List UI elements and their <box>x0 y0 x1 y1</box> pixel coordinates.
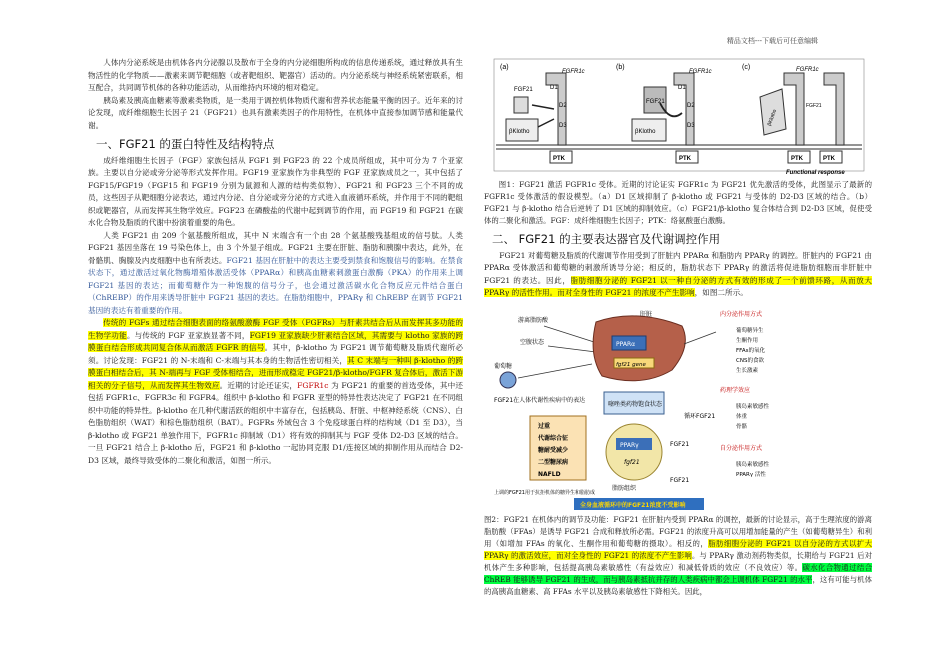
fgfr1c-label-c: FGFR1c <box>796 67 819 73</box>
bklotho-label-c: βKlotho <box>766 108 779 127</box>
fgf21-label-a: FGF21 <box>514 87 533 93</box>
panel-b-label: (b) <box>616 64 625 71</box>
d1-label-b: D1 <box>678 85 686 91</box>
ffa-label: 游离脂肪酸 <box>518 316 549 324</box>
autocrine-heading: 自分泌作用方式 <box>720 444 763 452</box>
section-1-paragraph-2 <box>88 230 463 318</box>
figure-1-diagram <box>484 57 872 179</box>
figure-2-diagram <box>484 302 872 512</box>
d3-label-b: D3 <box>687 123 695 129</box>
highlight-chreb: 碳水化合物通过结合 ChREB 能够诱导 FGF21 的生成，而与胰岛素抵抗并存的人类疾病中都会上调机体 FGF21 的水平 <box>484 562 872 584</box>
section-2-paragraph-1 <box>484 250 872 300</box>
endocrine-heading: 内分泌作用方式 <box>720 310 763 318</box>
disease-item-2: 代谢综合征 <box>538 434 569 442</box>
glucose-label: 葡萄糖 <box>494 362 513 370</box>
d3-label-a: D3 <box>559 123 567 129</box>
disease-item-5: NAFLD <box>538 470 561 478</box>
s1-p2-blue-text: FGF21 基因在肝脏中的表达主要受到禁食和饱腹信号的影响。在禁食状态下，通过激活过氧化物酶增殖体激活受体（PPARα）和胰高血糖素刺激蛋白激酶（PKA）的作用来上调 FGF21 基因的表达；而葡萄糖作为一种饱腹的信号分子，也会通过激活碳水化合物反应元件结合蛋白（ChREBP）的作用来诱导肝脏中 FGF21 基因的表达。在脂肪细胞中，PPARγ 和 ChREBP 在调节 FGF21 基因的表达有着重要的作用。 <box>88 255 463 315</box>
highlight-fgfs-binding: 传统的 FGFs 通过结合细胞表面的络氨酸激酶 FGF 受体（FGFRs）与肝素共结合后从而发挥其多功能的生物学功能 <box>88 318 463 340</box>
d2-label-a: D2 <box>559 103 567 109</box>
highlight-fgf19-klotho: FGF19 亚家族缺少肝素结合区域，其需要与 klotho 家族的跨膜蛋白结合形成共同复合体从而激活 FGFR 的信号 <box>88 330 464 352</box>
drug-heading: 药理学效应 <box>720 386 751 394</box>
bklotho-label-b: βKlotho <box>635 129 656 135</box>
s2-p1-a: FGF21 对葡萄糖及脂质的代谢调节作用受到了肝脏内 PPARα 和脂肪内 PPARγ 的调控 <box>499 250 796 260</box>
drug-item-3: 骨骼 <box>736 423 748 430</box>
intro-paragraph-1: 人体内分泌系统是由机体各内分泌腺以及散布于全身的内分泌细胞所构成的信息传递系统，通过释放具有生物活性的化学物质——激素来调节靶细胞（或者靶组织、靶器官）活动的。内分泌系统与神经系统紧密联系，相互配合，共同调节机体的各种功能活动，从而维持内环境的相对稳定。 <box>88 58 463 92</box>
drug-item-2: 体重 <box>736 413 748 420</box>
figure-2-caption <box>484 514 872 598</box>
pparg-label: PPARγ <box>620 441 639 449</box>
fig2-cap-a: 图2：FGF21 在机体内的调节及功能：FGF21 在肝脏内受到 PPARα 的调控，最新的讨论显示，高于生理浓度的游离脂肪酸（FFAs）是诱导 FGF21 合成和释放所必需。FGF21 的浓度升高可以用增加能量的产生（如葡萄糖异生）和利用（如增加 FFAs 的氧化、生酮作用和葡萄糖的摄取）。相反的， <box>484 514 872 548</box>
s1-p2-text: 人类 FGF21 由 209 个氨基酸所组成，其中 N 末端含有一个由 28 个氨基酸残基组成的信号肽。人类 FGF21 基因坐落在 19 号染色体上，由 3 个外显子组成。FGF21 主要在肝脏、脂肪和胰腺中表达，此外，在骨骼肌、胸腺及内皮细胞中也有所表达。 <box>88 230 463 265</box>
highlight-autocrine: 脂肪细胞分泌的 FGF21 以自分泌的方式以扩大 PPARγ 的激活效应，而对全身性的 FGF21 的浓度不产生影响 <box>484 538 873 560</box>
panel-c-label: (c) <box>742 64 751 71</box>
tzd-fed-label: 噻唑类药物饱食状态 <box>608 400 663 408</box>
fasting-state-label: 空腹状态 <box>520 338 545 346</box>
section-1-paragraph-1: 成纤维细胞生长因子（FGF）家族包括从 FGF1 到 FGF23 的 22 个成员所组成，其中可分为 7 个亚家族。主要以自分泌或旁分泌等形式发挥作用。FGF19 亚家族作为非典型的 FGF 亚家族成员之一，其中包括了 FGF15/FGF19（FGF15 和 FGF19 分别为鼠源和人源的结构类似物）、FGF21 和 FGF23 三个不同的成员，这些因子从靶细胞分泌表达，通过内分泌、自分泌或旁分泌的方式进入血液循环系统，并作用于不同的靶组织或靶器官，从而发挥其生物学效应。FGF23 在磷酸盐的代谢中起到调节的作用，而 FGF19 和 FGF21 在碳水化合物及脂质的代谢中扮演着重要的角色。 <box>88 155 463 227</box>
figure-2 <box>484 302 872 512</box>
autocrine-item-1: 胰岛素敏感性 <box>736 461 770 468</box>
bklotho-label-a: βKlotho <box>509 129 530 135</box>
fgf21-bottom-label: FGF21 <box>670 476 690 484</box>
d1-label-a: D1 <box>550 85 558 91</box>
ppara-label: PPARα <box>616 340 636 348</box>
fig2-cap-c: ，这有可能与机体的高胰高血糖素、高 FFAs 水平以及胰岛素敏感性下降相关。因此， <box>484 574 872 596</box>
figure-1-caption: 图1：FGF21 激活 FGFR1c 受体。近期的讨论证实 FGFR1c 为 FGF21 优先激活的受体，此图显示了最新的 FGFR1c 受体激活的假设模型。（a）D1 区域抑制了 β-klotho 或 FGF21 与受体的 D2-D3 区域的结合。（b）FGF21 与 β-klotho 结合后逆转了 D1 区域的抑制效应。（c）FGF21/β-klotho 复合体结合到 D2-D3 区域，促使受体的二聚化和激活。FGF：成纤维细胞生长因子；PTK：络氨酸蛋白激酶。 <box>484 180 872 225</box>
highlight-c-terminal: 其 C 末端与一种叫 β-klotho 的跨膜蛋白相结合后，其 N-端再与 FGF 受体相结合，进而形成稳定 FGF21/β-klotho/FGFR 复合体后，激活下游相关的分子信号，从而发挥其生物效应 <box>88 355 463 390</box>
disease-item-1: 过重 <box>538 422 551 430</box>
autocrine-item-2: PPARγ 活性 <box>736 471 766 478</box>
ptk-label-c1: PTK <box>791 156 803 162</box>
ptk-label-c2: PTK <box>823 156 835 162</box>
fig2-cap-b: 。与 PPARγ 激动剂药物类似，长期给与 FGF21 后对机体产生多种影响，包括提高胰岛素敏感性（有益效应）和减低骨质的效应（不良效应）等。 <box>484 550 872 572</box>
s1-p3-a: 。与传统的 FGF 亚家族显著不同， <box>126 330 250 340</box>
circulating-fgf21-label: 循环FGF21 <box>684 412 716 420</box>
endocrine-item-5: 生长激素 <box>736 367 759 374</box>
endocrine-item-1: 葡萄糖异生 <box>736 327 764 334</box>
adipose-label: 脂肪组织 <box>612 484 637 492</box>
functional-response-label: Functional response <box>786 170 845 176</box>
ptk-label-b: PTK <box>679 156 691 162</box>
drug-item-1: 胰岛素敏感性 <box>736 403 770 410</box>
fgf21-label-b: FGF21 <box>646 99 665 105</box>
s2-p1-c: ，如图二所示。 <box>694 288 748 297</box>
fgfr1c-label-b: FGFR1c <box>689 69 712 75</box>
page-header: 精品文档---下载后可任意编辑 <box>726 37 818 45</box>
endocrine-item-4: CNS的食欲 <box>736 357 764 364</box>
fgf21-mid-label: FGF21 <box>670 440 690 448</box>
panel-a-label: (a) <box>500 64 509 71</box>
s1-p3-c: 。讨论发现：FGF21 的 N-末端和 C-末端与其本身的生物活性密切相关， <box>95 355 348 365</box>
bottom-banner: 全身血液循环中的FGF21浓度不受影响 <box>580 501 686 509</box>
disease-heading-1: FGF21在人体代谢性疾病中的表达 <box>494 396 586 404</box>
s2-p1-b: 。肝脏内的 FGF21 由 PPARα 受体激活和葡萄糖的刺激所诱导分泌；相反的，脂肪状态下 PPARγ 的激活将促进脂肪细胞而非肝脏中 FGF21 的表达。因此， <box>484 250 873 285</box>
section-2-title: 二、 FGF21 的主要表达器官及代谢调控作用 <box>492 232 721 246</box>
liver-label: 肝脏 <box>640 310 653 318</box>
fgfr1c-label-a: FGFR1c <box>562 69 585 75</box>
disease-item-4: 二型糖尿病 <box>538 458 569 466</box>
fgf21-italic-label: fgf21 <box>624 458 640 466</box>
section-1-title: 一、FGF21 的蛋白特性及结构特点 <box>96 137 275 151</box>
section-1-paragraph-3 <box>88 317 463 467</box>
s1-p3-b: 。其中，β-klotho 为 FGF21 调节葡萄糖及脂质代谢所必须 <box>88 343 463 365</box>
ptk-label-a: PTK <box>553 156 565 162</box>
intro-paragraph-2: 胰岛素及胰高血糖素等激素类物质，是一类用于调控机体物质代谢和营养状态能量平衡的因子。近年来的讨论发现，成纤维细胞生长因子 21（FGF21）也具有激素类因子的作用特性，在机体中直接参加调节感和能量代谢。 <box>88 95 463 130</box>
s1-p3-e: 为 FGF21 的重要的首选受体，其中还包括 FGFR1c、FGFR3c 和 FGFR4。组织中 β-klotho 和 FGFR 亚型的特异性表达决定了 FGF21 在不同组织中功能的特异性。β-klotho 在几种代谢活跃的组织中丰富存在，包括胰岛、肝脏、中枢神经系统（CNS）、白色脂肪组织（WAT）和棕色脂肪组织（BAT）。FGFRs 外域包含 3 个免疫球蛋白样的结构域（D1 至 D3），当 β-klotho 或 FGF21 单独作用下，FGFR1c 抑制域（D1）将有效的抑制其与 FGF 受体 D2-D3 区域的结合。一旦 FGF21 结合上 β-klotho 后，FGF21 和 β-klotho 一起协同克服 D1/连接区域的抑制作用从而结合 D2-D3 区域，最终导致受体的二聚化和激活，如图一所示。 <box>88 380 464 465</box>
d2-label-b: D2 <box>687 103 695 109</box>
endocrine-item-2: 生酮作用 <box>736 337 759 344</box>
s1-p3-d: 。近期的讨论还证实， <box>219 380 298 390</box>
fgf21-gene-label: fgf21 gene <box>616 361 646 368</box>
left-column <box>88 57 463 467</box>
endocrine-item-3: FFAs的氧化 <box>736 347 765 354</box>
fgf21-label-c: FGF21 <box>806 103 822 109</box>
figure-1 <box>484 57 872 179</box>
disease-item-3: 糖耐受减少 <box>538 446 569 454</box>
highlight-adipocyte-feedforward: 脂肪细胞分泌的 FGF21 以一种自分泌的方式有效的形成了一个前馈环路，从而放大 PPARγ 的活性作用。而对全身性的 FGF21 的浓度不产生影响 <box>484 275 872 297</box>
right-column <box>484 57 872 598</box>
upregulated-note: 上调的FGF21用于抗拒机体的糖异生和脂肪成 <box>494 489 595 496</box>
fgfr1c-red-text: FGFR1c <box>297 380 329 390</box>
